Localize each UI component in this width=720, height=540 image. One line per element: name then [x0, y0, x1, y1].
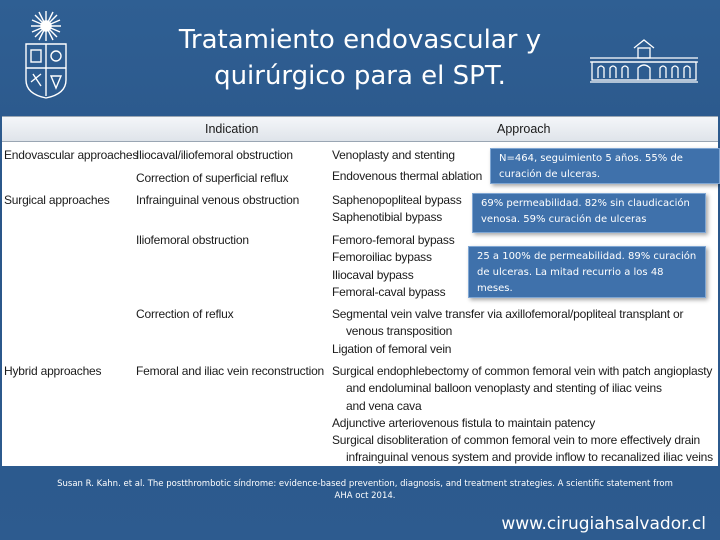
- approach-cell: Femoro-femoral bypass: [332, 233, 455, 247]
- footer-reference: Susan R. Kahn. et al. The postthrombotic síndrome: evidence-based prevention, diagnosis, and treatment strategies. A scientific statement from AHA oct 2014.: [57, 479, 673, 501]
- header-indication: Indication: [205, 122, 259, 136]
- indication-cell: Iliocaval/iliofemoral obstruction: [136, 148, 293, 162]
- approach-cell: Femoroiliac bypass: [332, 250, 432, 264]
- category-surgical: Surgical approaches: [4, 193, 110, 207]
- approach-cell: Iliocaval bypass: [332, 268, 414, 282]
- approach-cell: Venoplasty and stenting: [332, 148, 455, 162]
- approach-cell: Saphenotibial bypass: [332, 210, 443, 224]
- approach-cell: Surgical endophlebectomy of common femoral vein with patch angioplasty: [332, 364, 713, 378]
- approach-cell: Segmental vein valve transfer via axillofemoral/popliteal transplant or: [332, 307, 684, 321]
- approach-cell: and vena cava: [346, 399, 422, 413]
- category-hybrid: Hybrid approaches: [4, 364, 102, 378]
- hospital-building-logo: [588, 38, 700, 84]
- indication-cell: Correction of reflux: [136, 307, 234, 321]
- indication-cell: Iliofemoral obstruction: [136, 233, 249, 247]
- approach-cell: venous transposition: [346, 324, 453, 338]
- university-crest-logo: [20, 10, 72, 100]
- callout-endovascular: N=464, seguimiento 5 años. 55% de curación de ulceras.: [490, 148, 720, 184]
- callout-iliofemoral: 25 a 100% de permeabilidad. 89% curación de ulceras. La mitad recurrio a los 48 meses.: [468, 246, 706, 298]
- approach-cell: Adjunctive arteriovenous fistula to maintain patency: [332, 416, 596, 430]
- indication-cell: Correction of superficial reflux: [136, 171, 289, 185]
- title-line-2: quirúrgico para el SPT.: [214, 61, 506, 91]
- table-header: [2, 116, 718, 142]
- approach-cell: Femoral-caval bypass: [332, 285, 446, 299]
- approach-cell: Endovenous thermal ablation: [332, 169, 483, 183]
- category-endovascular: Endovascular approaches: [4, 148, 139, 162]
- callout-saphenous: 69% permeabilidad. 82% sin claudicación venosa. 59% curación de ulceras: [472, 193, 706, 233]
- approach-cell: Saphenopopliteal bypass: [332, 193, 462, 207]
- header-approach: Approach: [497, 122, 551, 136]
- slide-title: [150, 22, 570, 94]
- title-line-1: Tratamiento endovascular y: [178, 25, 542, 55]
- indication-cell: Infrainguinal venous obstruction: [136, 193, 300, 207]
- approach-cell: infrainguinal venous system and provide inflow to recanalized iliac veins: [346, 450, 713, 464]
- approach-cell: Ligation of femoral vein: [332, 342, 452, 356]
- indication-cell: Femoral and iliac vein reconstruction: [136, 364, 325, 378]
- approach-cell: and endoluminal balloon venoplasty and stenting of iliac veins: [346, 381, 662, 395]
- approach-cell: Surgical disobliteration of common femoral vein to more effectively drain: [332, 433, 701, 447]
- footer-url[interactable]: www.cirugiahsalvador.cl: [501, 514, 706, 534]
